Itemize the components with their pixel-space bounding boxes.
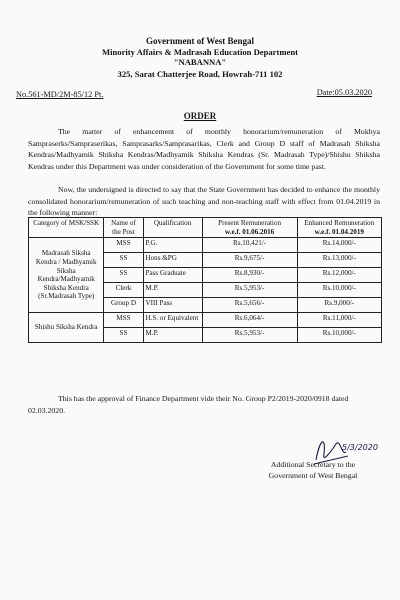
header-category: Category of MSK/SSK (29, 218, 104, 238)
enhanced-cell: Rs.9,000/- (297, 298, 381, 313)
header-qualification: Qualification (143, 218, 202, 238)
header-building: "NABANNA" (173, 57, 227, 67)
signature-date: 5/3/2020 (342, 443, 378, 452)
present-cell: Rs.9,675/- (202, 253, 297, 268)
present-cell: Rs.5,953/- (202, 328, 297, 343)
header-address: 325, Sarat Chatterjee Road, Howrah-711 102 (117, 69, 283, 79)
enhanced-cell: Rs.14,000/- (297, 238, 381, 253)
header-present (202, 218, 297, 238)
header-present-label: Present Remuneration (218, 219, 281, 227)
enhanced-cell: Rs.12,000/- (297, 268, 381, 283)
qualification-cell: P.G. (143, 238, 202, 253)
category-cell: Shishu Siksha Kendra (29, 313, 104, 343)
qualification-cell: VIII Pass (143, 298, 202, 313)
enhanced-cell: Rs.11,000/- (297, 313, 381, 328)
header-department: Minority Affairs & Madrasah Education Department (102, 47, 298, 57)
enhanced-cell: Rs.13,000/- (297, 253, 381, 268)
order-date: Date:05.03.2020 (316, 88, 372, 97)
header-enhanced-label: Enhanced Remuneration (304, 219, 375, 227)
qualification-cell: Hons &PG (143, 253, 202, 268)
post-cell: MSS (104, 313, 143, 328)
category-cell: Madrasah Siksha Kendra / Madhyamik Siksha Kendra/Madhyamik Shiksha Kendra (Sr.Madrasah Type) (29, 238, 104, 313)
post-cell: Group D (104, 298, 143, 313)
present-cell: Rs.5,953/- (202, 283, 297, 298)
paragraph-1: The matter of enhancement of monthly honorarium/remuneration of Mukhya Sampraserks/Sampraserikas, Samprasarks/Samprasarikas, Clerk and Group D staff of Madrasah Shiksha Kendras/Madhyamik Shiksha Kendras/Madhyamik Shiksha Kendras (Sr. Madrasah Type)/Shishu Shiksha Kendras under this Department was under consideration of the Government for some time past. (28, 127, 380, 171)
post-cell: SS (104, 268, 143, 283)
present-cell: Rs.8,930/- (202, 268, 297, 283)
post-cell: SS (104, 328, 143, 343)
header-government: Government of West Bengal (145, 36, 255, 46)
signatory-title: Additional Secretary to the (270, 460, 356, 469)
present-cell: Rs.5,656/- (202, 298, 297, 313)
signatory-org: Government of West Bengal (268, 471, 358, 480)
header-present-wef: w.e.f. 01.06.2016 (224, 227, 275, 236)
table-header-row (29, 218, 382, 238)
present-cell: Rs.6,064/- (202, 313, 297, 328)
enhanced-cell: Rs.10,000/- (297, 328, 381, 343)
table-row (29, 313, 382, 328)
post-cell: Clerk (104, 283, 143, 298)
table-row (29, 238, 382, 253)
header-post: Name of the Post (104, 218, 143, 238)
post-cell: SS (104, 253, 143, 268)
header-enhanced (297, 218, 381, 238)
reference-number: No.561-MD/2M-85/12 Pt. (16, 90, 104, 99)
present-cell: Rs.10,421/- (202, 238, 297, 253)
qualification-cell: M.P. (143, 328, 202, 343)
enhanced-cell: Rs.10,000/- (297, 283, 381, 298)
header-enhanced-wef: w.e.f. 01.04.2019 (314, 227, 364, 236)
qualification-cell: M.P. (143, 283, 202, 298)
order-title: ORDER (183, 111, 217, 121)
paragraph-3: This has the approval of Finance Department vide their No. Group P2/2019-2020/0918 dated 02.03.2020. (28, 394, 349, 415)
remuneration-table (28, 217, 382, 343)
qualification-cell: H.S. or Equivalent (143, 313, 202, 328)
qualification-cell: Pass Graduate (143, 268, 202, 283)
paragraph-2: Now, the undersigned is directed to say that the State Government has decided to enhance the monthly consolidated honorarium/remuneration of such teaching and non-teaching staff with effect from 01.04.2019 in the following manner: (28, 185, 380, 218)
post-cell: MSS (104, 238, 143, 253)
